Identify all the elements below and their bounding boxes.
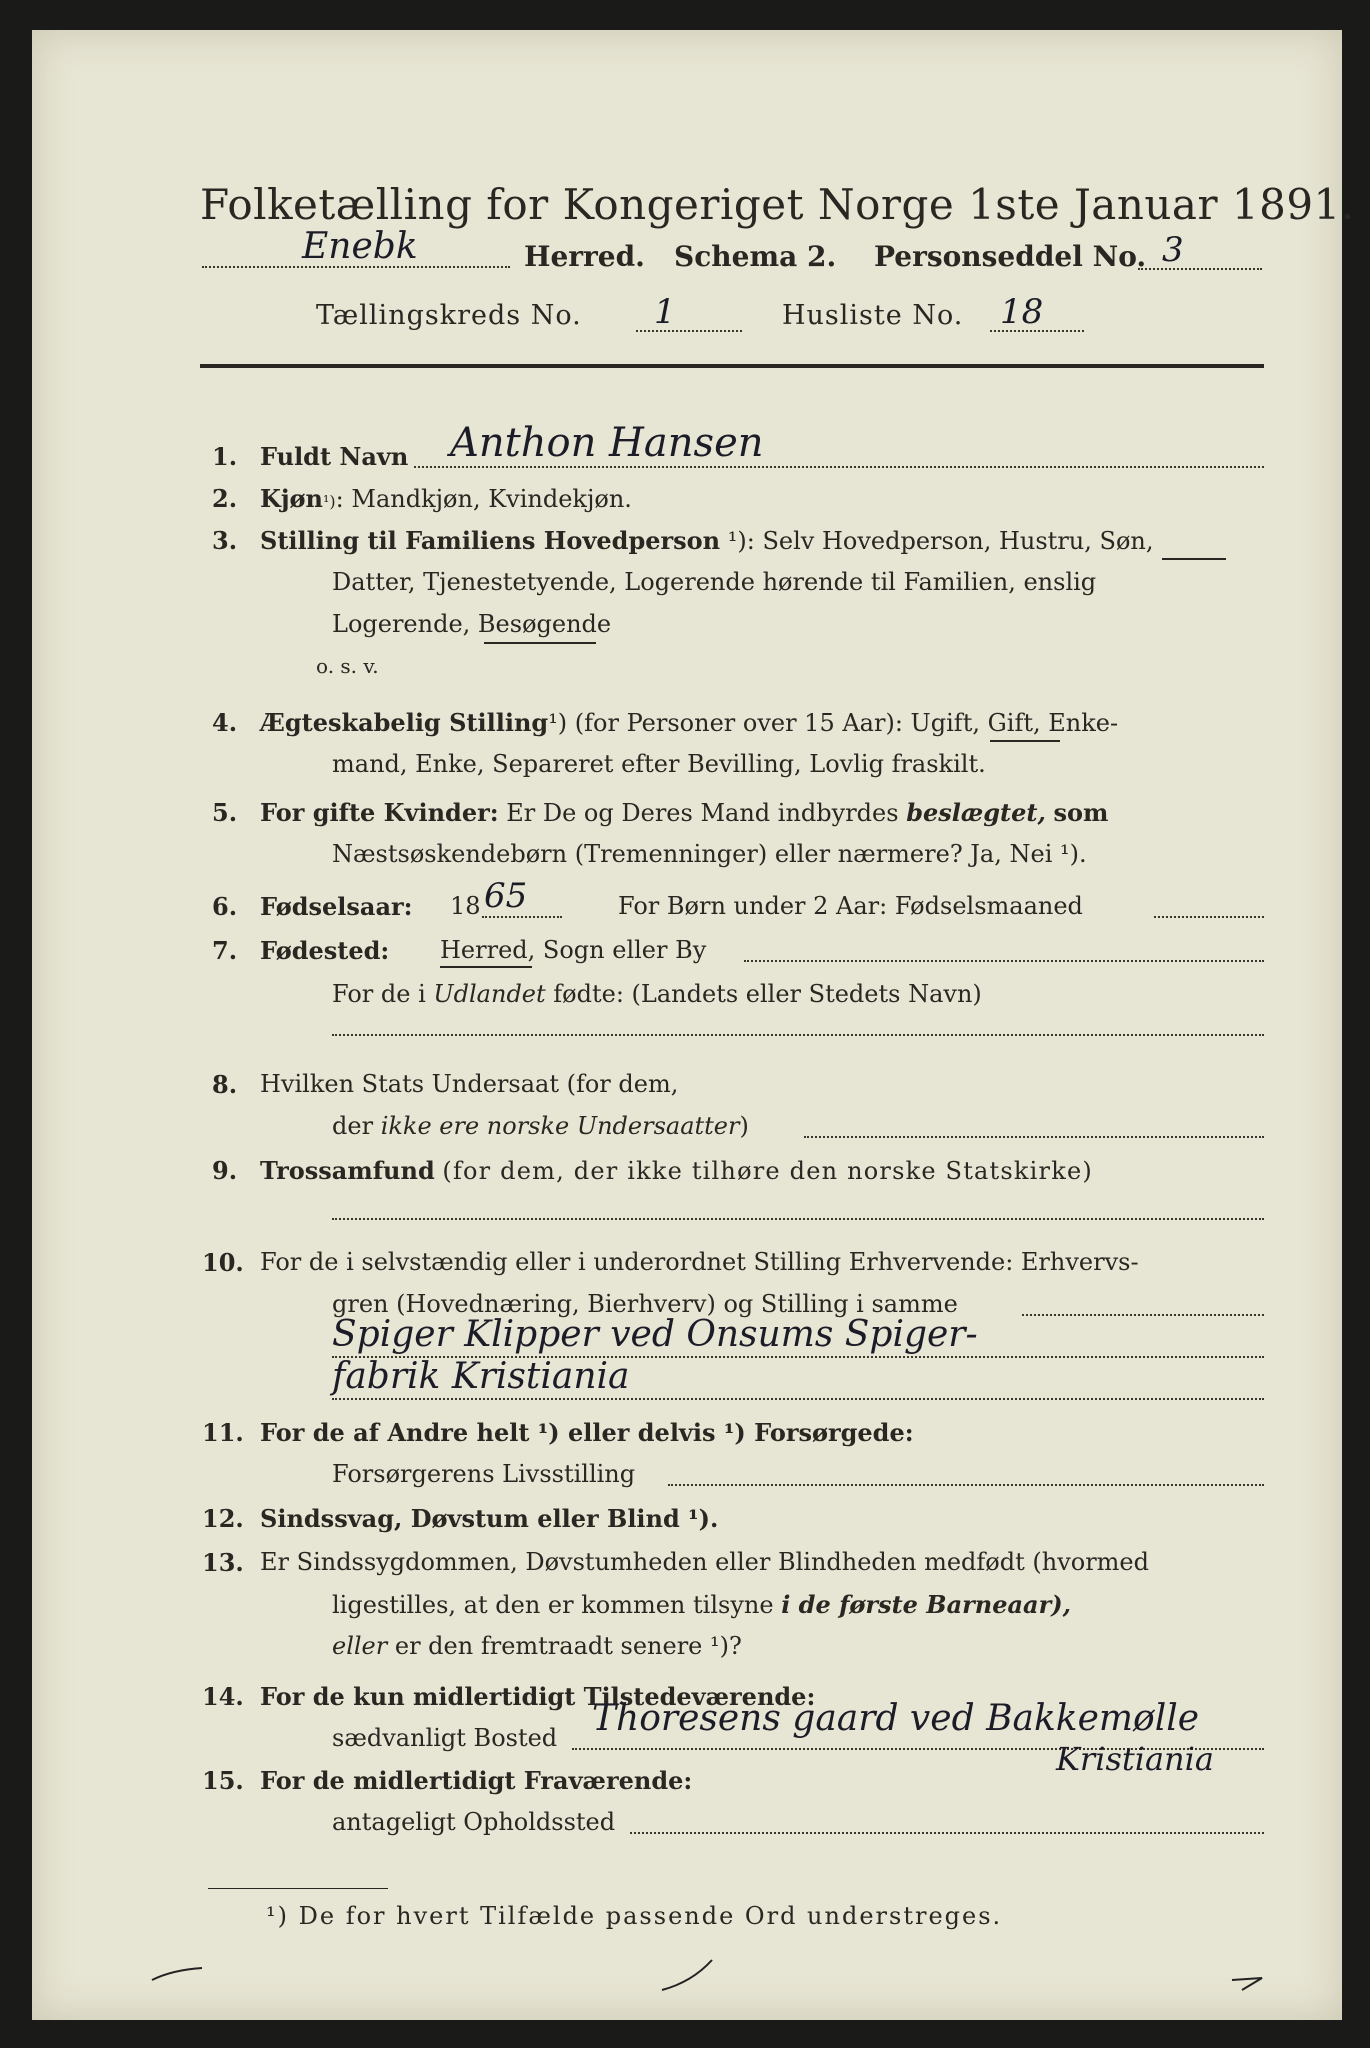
item-4-label: Ægteskabelig Stilling [260,708,549,737]
item-8-b-italic: ikke ere norske Undersaatter [380,1112,740,1140]
item-11-text-a: For de af Andre helt ¹) eller delvis ¹) Forsørgede: [260,1418,914,1447]
kreds-dotted-line [636,330,742,332]
item-10-text-b: gren (Hovednæring, Bierhverv) og Stilling i samme [332,1290,958,1318]
item-5-number: 5. [212,798,238,827]
item-9-text [260,1156,1093,1185]
item-2-text [260,484,632,513]
item-6-number: 6. [212,892,238,921]
item-14-number: 14. [202,1682,244,1711]
item-10-line-c [332,1398,1264,1400]
item-7-text-a: Herred, Sogn eller By [440,936,707,964]
item-9-label: Trossamfund [260,1156,435,1185]
item-2-number: 2. [212,484,238,513]
item-8-number: 8. [212,1070,238,1099]
item-3-underline-besogende [484,642,596,644]
item-11-number: 11. [202,1418,244,1447]
item-13-b-italic: i de første Barneaar), [781,1590,1071,1619]
item-14-text-a: For de kun midlertidigt Tilstedeværende: [260,1682,816,1711]
item-7-b2: fødte: (Landets eller Stedets Navn) [553,980,982,1008]
footnote-rule [208,1888,388,1889]
footnote-text: ¹) De for hvert Tilfælde passende Ord understreges. [266,1902,1003,1930]
item-5-end: som [1053,798,1109,827]
item-8-line [804,1136,1264,1138]
kreds-value: 1 [654,292,676,332]
item-15-number: 15. [202,1766,244,1795]
residence-value-b: Kristiania [1056,1740,1214,1778]
schema-label: Schema 2. [674,240,837,273]
item-3-text-c: Logerende, Besøgende [332,610,612,638]
item-13-b1: ligestilles, at den er kommen tilsyne [332,1591,774,1619]
husliste-label: Husliste No. [782,300,964,331]
item-4-options-a: ¹) (for Personer over 15 Aar): Ugift, Gift, Enke- [548,709,1119,737]
item-9-qualifier: (for dem, der ikke tilhøre den norske Statskirke) [442,1157,1093,1185]
item-3-text-b: Datter, Tjenestetyende, Logerende hørende til Familien, enslig [332,568,1097,596]
item-6-label: Fødselsaar: [260,892,413,921]
ink-marks [142,1930,1292,2010]
item-8-text-a [260,1070,678,1098]
item-7-b-italic: Udlandet [433,980,546,1008]
item-9-number: 9. [212,1156,238,1185]
item-5-text-a [260,798,1108,827]
husliste-value: 18 [1000,292,1044,332]
item-15-text-b: antageligt Opholdssted [332,1808,616,1836]
item-3-underline-son [1162,558,1226,560]
item-4-text-b: mand, Enke, Separeret efter Bevilling, Lovlig fraskilt. [332,750,986,778]
item-3-number: 3. [212,526,238,555]
herred-value: Enebk [302,226,418,267]
item-2-label: Kjøn [260,484,323,513]
item-13-text-a: Er Sindssygdommen, Døvstumheden eller Blindheden medfødt (hvormed [260,1548,1149,1576]
item-15-line [630,1832,1264,1834]
birth-year-value: 65 [484,876,528,916]
item-12-number: 12. [202,1504,244,1533]
item-3-text-a [260,526,1154,555]
item-1-label: Fuldt Navn [260,442,409,471]
item-15-text-a: For de midlertidigt Fraværende: [260,1766,693,1795]
item-2-options: : Mandkjøn, Kvindekjøn. [335,485,632,513]
item-7-number: 7. [212,936,238,965]
item-8-b1: der [332,1112,374,1140]
item-12-text: Sindssvag, Døvstum eller Blind ¹). [260,1504,719,1533]
item-5-label: For gifte Kvinder: [260,798,499,827]
item-13-c-italic: eller [332,1632,388,1660]
form-title: Folketælling for Kongeriget Norge 1ste Januar 1891. [200,180,1355,229]
item-11-text-b: Forsørgerens Livsstilling [332,1460,636,1488]
item-13-number: 13. [202,1548,244,1577]
personseddel-label: Personseddel No. [874,240,1147,273]
item-3-text-d: o. s. v. [316,654,379,678]
item-14-text-b: sædvanligt Bosted [332,1724,558,1752]
header-divider [200,364,1264,368]
occupation-value-a: Spiger Klipper ved Onsums Spiger- [332,1314,978,1355]
residence-value-a: Thoresens gaard ved Bakkemølle [592,1698,1200,1739]
item-7-b1: For de i [332,980,426,1008]
item-7-line-a [744,960,1264,962]
item-8-label: Hvilken Stats Undersaat [260,1070,559,1098]
item-9-line [332,1218,1264,1220]
item-4-number: 4. [212,708,238,737]
item-4-underline-ugift [990,740,1060,742]
census-form-sheet [32,30,1355,2020]
item-10-number: 10. [202,1248,244,1277]
item-5-text-b: Næstsøskendebørn (Tremenninger) eller nærmere? Ja, Nei ¹). [332,840,1087,868]
item-1-number: 1. [212,442,238,471]
item-11-line [668,1484,1264,1486]
item-10-text-a: For de i selvstændig eller i underordnet Stilling Erhvervende: Erhvervs- [260,1248,1139,1276]
birth-year-line [482,916,562,918]
herred-label: Herred. [524,240,645,273]
item-7-line-b [332,1034,1264,1036]
item-6-line [1154,916,1264,918]
item-13-text-b [332,1590,1071,1619]
item-7-text-b [332,980,982,1008]
personseddel-dotted-line [1138,268,1262,270]
birth-year-prefix: 18 [450,892,481,920]
item-13-c: er den fremtraadt senere ¹)? [394,1632,742,1660]
item-8-text-b: der ikke ere norske Undersaatter) [332,1112,749,1140]
item-13-text-c [332,1632,742,1660]
item-6-text: For Børn under 2 Aar: Fødselsmaaned [618,892,1083,920]
item-2-sup: ¹) [323,492,336,511]
personseddel-value: 3 [1162,230,1184,270]
item-4-text-a [260,708,1118,737]
occupation-value-b: fabrik Kristiania [332,1356,630,1397]
item-5-italic: beslægtet, [906,798,1046,827]
item-8-qualifier: (for dem, [566,1070,679,1098]
item-7-underline-herred [440,966,532,968]
item-7-label: Fødested: [260,936,390,965]
item-10-line-a [1022,1314,1264,1316]
item-1-line [414,466,1264,468]
item-3-options-a: ¹): Selv Hovedperson, Hustru, Søn, [727,527,1154,555]
full-name-value: Anthon Hansen [450,420,764,466]
item-5-question: Er De og Deres Mand indbyrdes [506,799,899,827]
kreds-label: Tællingskreds No. [316,300,582,331]
item-3-label: Stilling til Familiens Hovedperson [260,526,721,555]
